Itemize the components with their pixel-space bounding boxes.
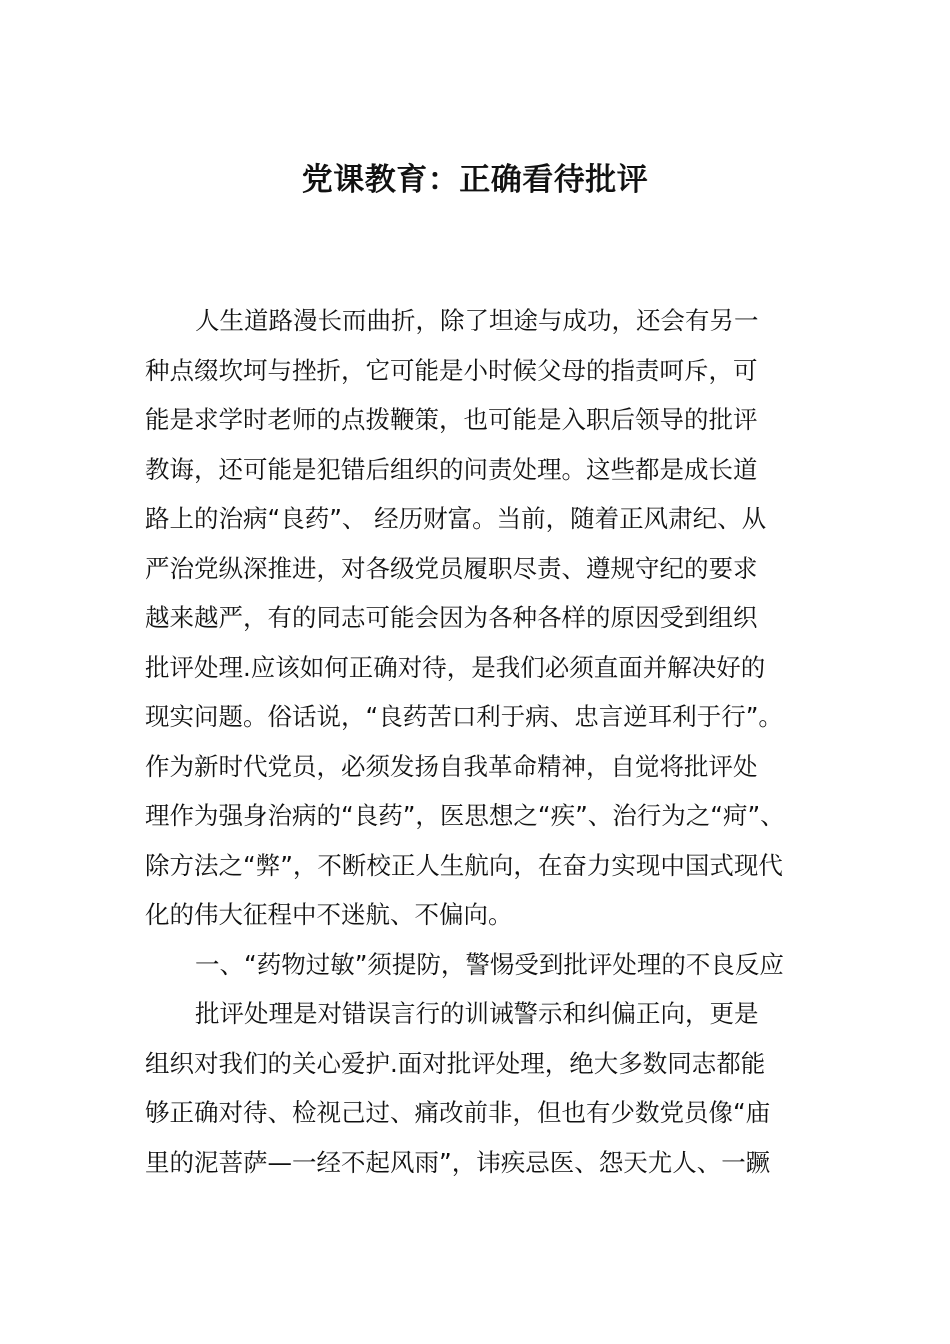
paragraph-line: 路上的治病“良药”、 经历财富。当前，随着正风肃纪、从 — [145, 504, 767, 533]
paragraph-line: 批评处理是对错误言行的训诫警示和纠偏正向，更是 — [195, 999, 759, 1028]
paragraph-line: 教诲，还可能是犯错后组织的问责处理。这些都是成长道 — [145, 454, 758, 484]
paragraph-line: 批评处理.应该如何正确对待，是我们必须直面并解决好的 — [145, 652, 766, 682]
document-body — [145, 296, 809, 1187]
paragraph-line: 越来越严，有的同志可能会因为各种各样的原因受到组织 — [145, 603, 758, 632]
paragraph-line: 严治党纵深推进，对各级党员履职尽责、遵规守纪的要求 — [145, 553, 758, 583]
paragraph-line: 作为新时代党员，必须发扬自我革命精神，自觉将批评处 — [145, 751, 758, 781]
paragraph-line: 里的泥菩萨—一经不起风雨”，讳疾忌医、怨天尤人、一蹶 — [145, 1147, 771, 1177]
paragraph-line: 化的伟大征程中不迷航、不偏向。 — [145, 900, 513, 929]
paragraph-line: 能是求学时老师的点拨鞭策，也可能是入职后领导的批评 — [145, 405, 758, 434]
paragraph-line: 现实问题。俗话说，“良药苦口利于病、忠言逆耳利于行”。 — [145, 702, 783, 731]
paragraph-line: 组织对我们的关心爱护.面对批评处理，绝大多数同志都能 — [145, 1048, 766, 1078]
paragraph-line: 够正确对待、检视己过、痛改前非，但也有少数党员像“庙 — [145, 1098, 771, 1127]
paragraph-line: 理作为强身治病的“良药”，医思想之“疾”、治行为之“疴”、 — [145, 801, 785, 830]
document-title: 党课教育：正确看待批评 — [301, 162, 649, 198]
section-heading: 一、“药物过敏”须提防，警惕受到批评处理的不良反应 — [195, 949, 784, 979]
paragraph-line: 种点缀坎坷与挫折，它可能是小时候父母的指责呵斥，可 — [145, 355, 758, 385]
paragraph-line: 人生道路漫长而曲折，除了坦途与成功，还会有另一 — [195, 306, 759, 335]
paragraph-line: 除方法之“弊”，不断校正人生航向，在奋力实现中国式现代 — [145, 850, 783, 880]
